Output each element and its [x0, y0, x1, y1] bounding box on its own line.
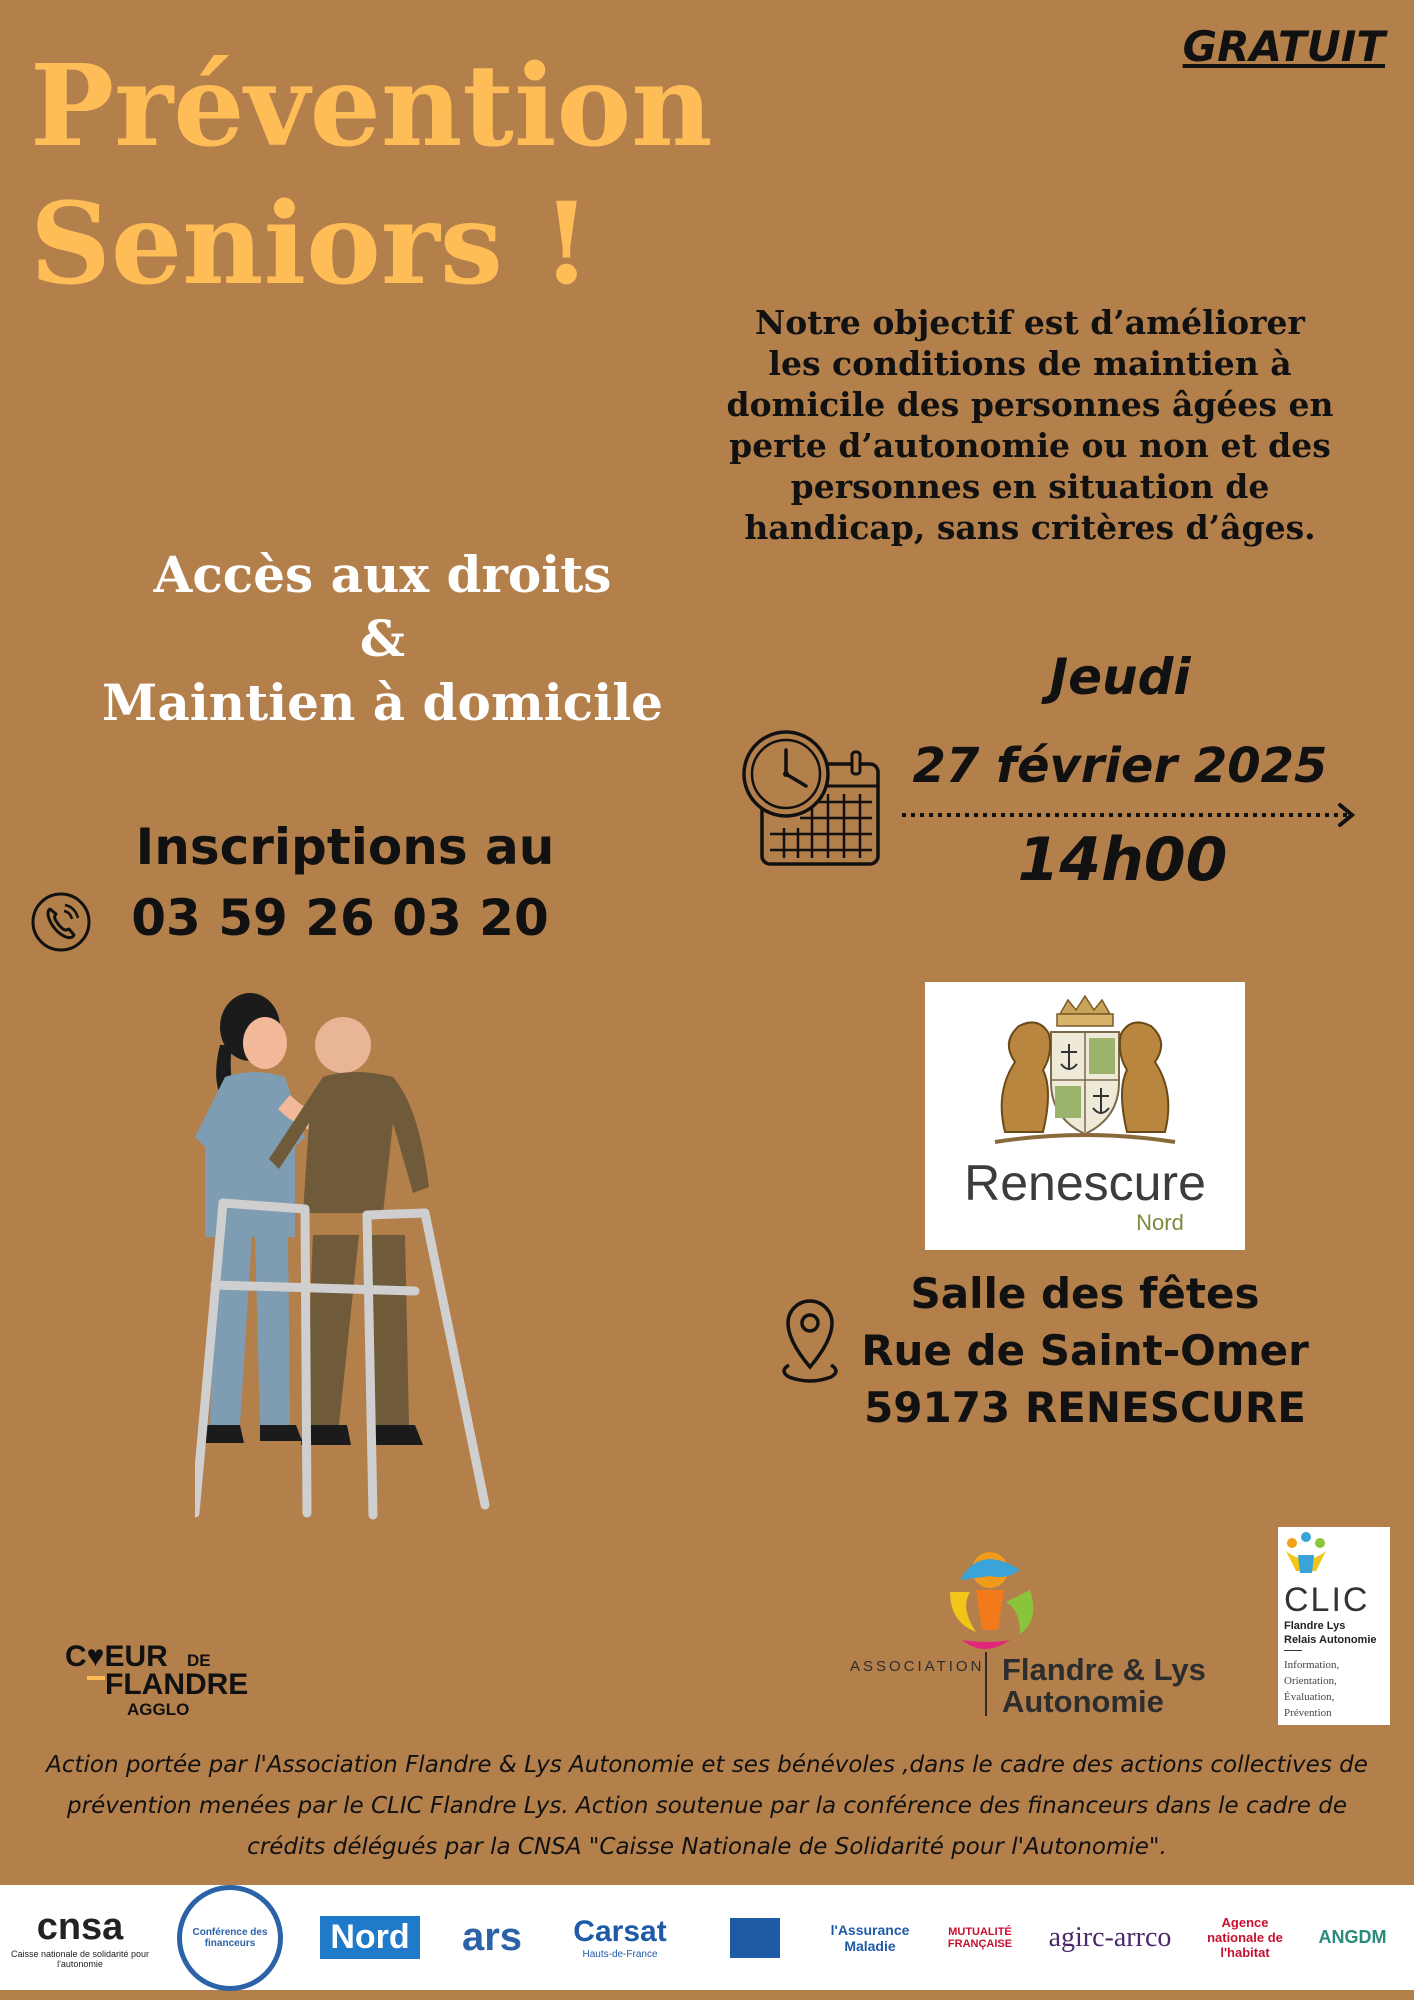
- angdm-logo: ANGDM: [1318, 1927, 1387, 1947]
- carsat-logo: [545, 1885, 695, 1990]
- renescure-logo: [925, 982, 1245, 1250]
- conference-financeurs-logo: [165, 1885, 295, 1990]
- cnsa-subtitle: Caisse nationale de solidarité pour l'autonomie: [10, 1949, 150, 1969]
- objective-line: handicap, sans critères d’âges.: [744, 508, 1316, 547]
- venue-line-3: 59173 RENESCURE: [864, 1383, 1306, 1432]
- objective-line: perte d’autonomie ou non et des: [729, 426, 1331, 465]
- page-title: [30, 38, 930, 314]
- calendar-clock-icon: [740, 728, 890, 870]
- event-date: 27 février 2025: [912, 738, 1328, 794]
- ars-logo: ars: [461, 1915, 523, 1959]
- agirc-arrco-logo: agirc-arrco: [1048, 1921, 1172, 1953]
- caregiver-with-senior-illustration: [195, 985, 515, 1525]
- mutualite-francaise-logo: MUTUALITÉ FRANÇAISE: [947, 1925, 1013, 1950]
- assurance-maladie-logo: l'Assurance Maladie: [830, 1921, 910, 1954]
- footer-line-3: crédits délégués par la CNSA "Caisse Nationale de Solidarité pour l'Autonomie".: [247, 1834, 1167, 1860]
- clic-divider: [1284, 1650, 1302, 1651]
- coeur-line-1: C♥EUR: [65, 1640, 168, 1673]
- objective-line: Notre objectif est d’améliorer: [755, 303, 1305, 342]
- objective-line: les conditions de maintien à: [768, 344, 1292, 383]
- registration-label: Inscriptions au: [135, 818, 555, 876]
- footer-line-2: prévention menées par le CLIC Flandre Lys. Action soutenue par la conférence des financeurs dans le cadre de: [67, 1793, 1347, 1819]
- objective-text: [665, 302, 1395, 548]
- clic-item: Prévention: [1284, 1707, 1332, 1719]
- title-line-1: Prévention: [30, 41, 713, 172]
- objective-line: domicile des personnes âgées en: [726, 385, 1334, 424]
- association-logo: [850, 1530, 1240, 1720]
- free-badge: GRATUIT: [1182, 22, 1385, 71]
- title-line-2: Seniors !: [30, 179, 592, 310]
- clic-item: Information,: [1284, 1659, 1340, 1671]
- footer-line-1: Action portée par l'Association Flandre & Lys Autonomie et ses bénévoles ,dans le cadre des actions collectives de: [46, 1752, 1368, 1778]
- topic-line-2: &: [359, 609, 406, 668]
- association-name-line-2: Autonomie: [1002, 1684, 1164, 1719]
- town-name: Renescure: [964, 1155, 1206, 1211]
- phone-icon: [30, 891, 92, 953]
- objective-line: personnes en situation de: [790, 467, 1270, 506]
- clic-subtitle: [1284, 1619, 1377, 1647]
- nord-name: Nord: [320, 1916, 419, 1959]
- cnsa-name: cnsa: [36, 1906, 124, 1948]
- coat-of-arms-icon: [965, 992, 1205, 1152]
- phone-number[interactable]: 03 59 26 03 20: [131, 889, 549, 947]
- topic-heading: [30, 543, 735, 735]
- nord-logo: [310, 1885, 430, 1990]
- clic-title: CLIC: [1284, 1581, 1370, 1619]
- coeur-line-3: AGGLO: [127, 1700, 190, 1719]
- carsat-name: Carsat: [573, 1915, 667, 1948]
- msa-mark: [730, 1918, 780, 1958]
- conference-name: Conférence des financeurs: [177, 1885, 283, 1991]
- clic-line-2: Relais Autonomie: [1284, 1634, 1377, 1646]
- msa-logo: [705, 1885, 805, 1990]
- coeur-de-flandre-logo: [65, 1640, 295, 1720]
- event-day: Jeudi: [1049, 648, 1191, 706]
- topic-line-3: Maintien à domicile: [101, 673, 663, 732]
- venue-line-1: Salle des fêtes: [910, 1269, 1260, 1318]
- clic-figures-icon: [1278, 1527, 1390, 1579]
- carsat-subtitle: Hauts-de-France: [582, 1949, 658, 1960]
- cnsa-logo: [5, 1885, 155, 1990]
- clic-items: [1284, 1657, 1339, 1721]
- clic-item: Évaluation,: [1284, 1691, 1335, 1703]
- clic-logo: [1278, 1527, 1390, 1725]
- clic-line-1: Flandre Lys: [1284, 1620, 1346, 1632]
- association-prefix: ASSOCIATION: [850, 1658, 985, 1675]
- coeur-de: DE: [187, 1651, 211, 1670]
- anah-logo: Agence nationale de l'habitat: [1207, 1915, 1283, 1960]
- clic-item: Orientation,: [1284, 1675, 1337, 1687]
- town-region: Nord: [1136, 1210, 1184, 1235]
- venue-address: [830, 1265, 1340, 1436]
- footer-description: [5, 1745, 1409, 1868]
- topic-line-1: Accès aux droits: [153, 545, 612, 604]
- event-time: 14h00: [1017, 825, 1228, 895]
- venue-line-2: Rue de Saint-Omer: [861, 1326, 1309, 1375]
- association-name-line-1: Flandre & Lys: [1002, 1652, 1206, 1687]
- partner-logos-bar: [0, 1885, 1414, 1990]
- coeur-line-2: FLANDRE: [105, 1668, 249, 1701]
